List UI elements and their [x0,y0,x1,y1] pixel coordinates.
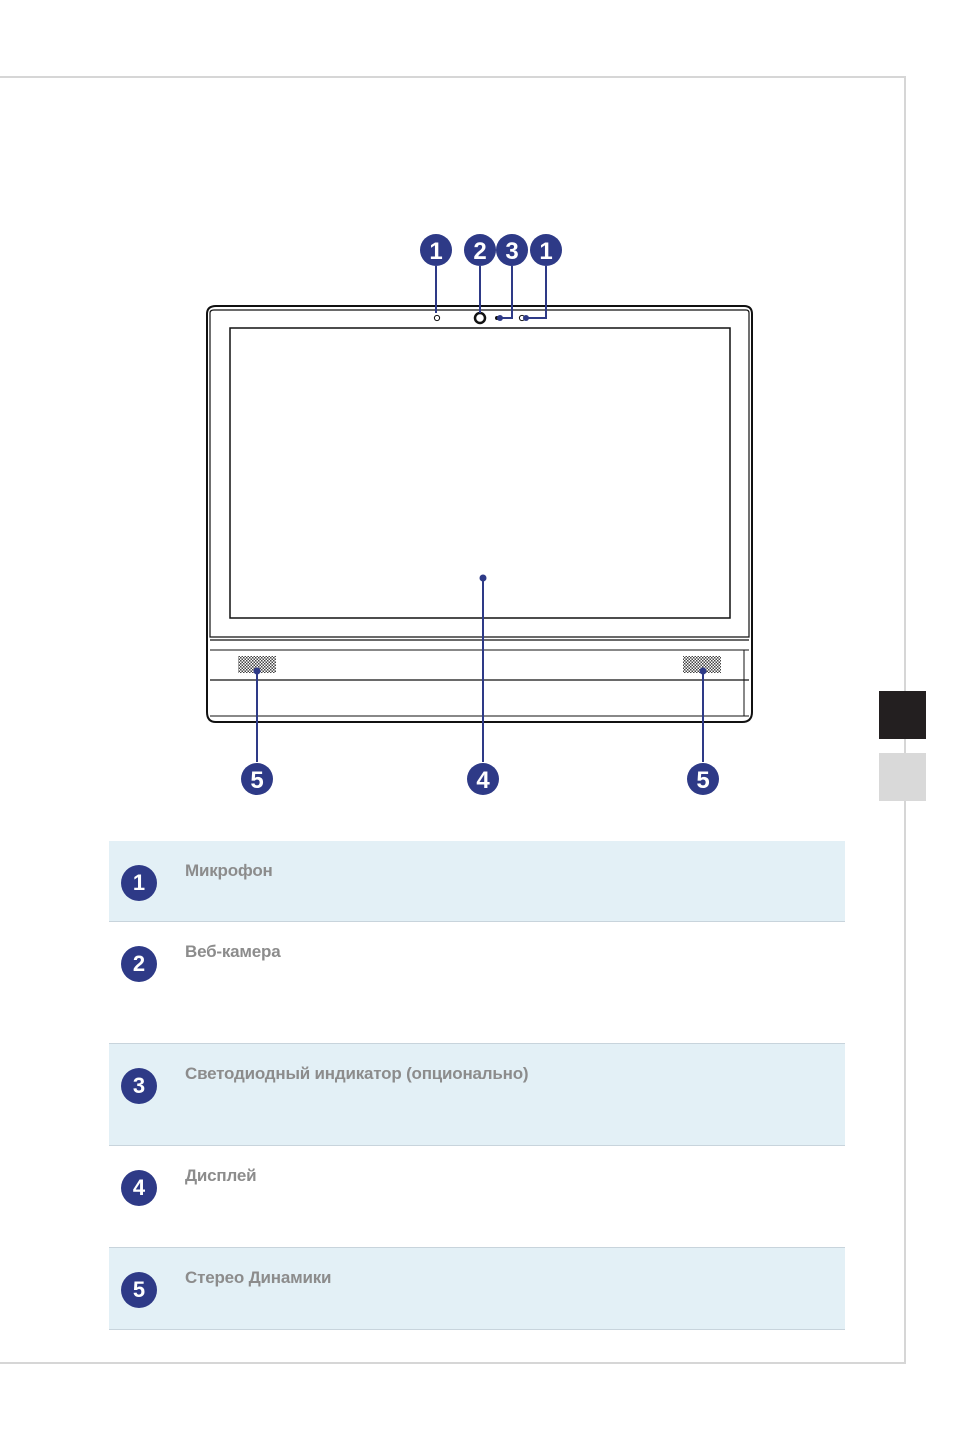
callout-badge [420,234,452,266]
callout-badge-label: 1 [539,238,553,265]
page-frame-bottom [0,1362,906,1364]
callout-badge-label: 3 [505,238,519,265]
display-screen [230,328,730,618]
legend-label: Веб-камера [185,942,281,961]
legend-row [109,1248,845,1330]
legend-label: Дисплей [185,1166,257,1185]
legend-row [109,1146,845,1248]
legend-label: Светодиодный индикатор (опционально) [185,1064,529,1083]
legend-row [109,841,845,922]
callout-badge-label: 1 [429,238,443,265]
callout-badge [530,234,562,266]
legend-number-badge: 1 [121,865,157,901]
callout-badge-label: 5 [250,767,264,794]
component-legend-table [109,841,845,1330]
callout-badge [496,234,528,266]
callout-badge [687,763,719,795]
callout-badge [467,763,499,795]
callout-badge-label: 4 [476,767,490,794]
microphone-left-icon [434,315,439,320]
webcam-icon [475,313,485,323]
legend-number-badge: 4 [121,1170,157,1206]
legend-number-badge: 5 [121,1272,157,1308]
legend-label: Микрофон [185,861,273,880]
legend-row [109,1044,845,1146]
legend-number-badge: 3 [121,1068,157,1104]
legend-number-badge: 2 [121,946,157,982]
callout-badge [464,234,496,266]
legend-label: Стерео Динамики [185,1268,332,1287]
legend-row [109,922,845,1044]
callout-badge-label: 5 [696,767,710,794]
callout-badge-label: 2 [473,238,487,265]
callout-badge [241,763,273,795]
